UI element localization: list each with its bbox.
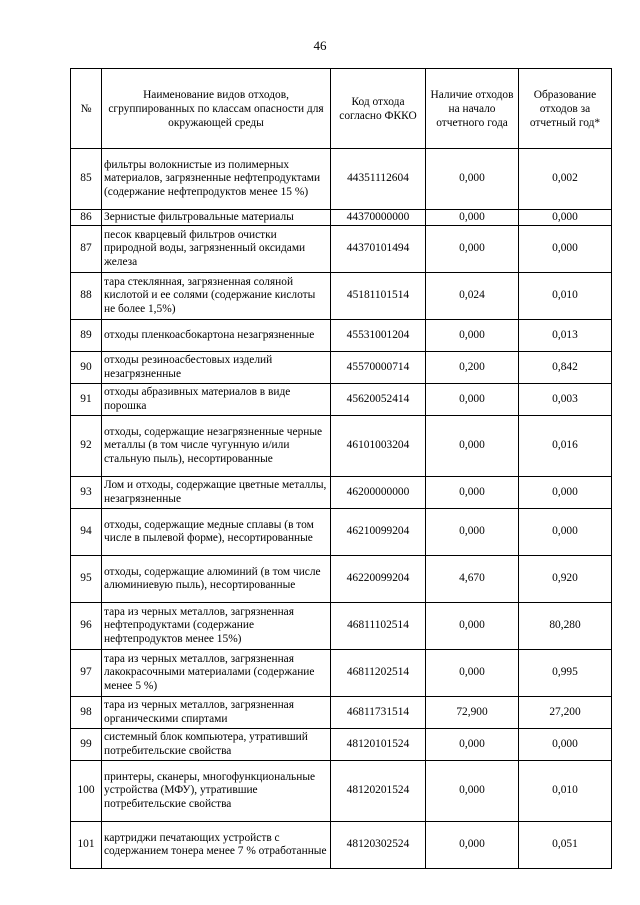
waste-code: 48120201524	[331, 761, 426, 822]
formed-in-year: 0,051	[519, 822, 612, 869]
row-number: 95	[71, 556, 102, 603]
waste-name: Зернистые фильтровальные материалы	[102, 210, 331, 226]
waste-code: 45570000714	[331, 352, 426, 384]
row-number: 101	[71, 822, 102, 869]
waste-name: принтеры, сканеры, многофункциональные устройства (МФУ), утратившие потребительские свойства	[102, 761, 331, 822]
formed-in-year: 0,013	[519, 320, 612, 352]
formed-in-year: 27,200	[519, 697, 612, 729]
stock-at-start: 0,000	[426, 149, 519, 210]
formed-in-year: 0,010	[519, 761, 612, 822]
table-row	[71, 603, 612, 650]
table-row	[71, 761, 612, 822]
waste-name: отходы, содержащие медные сплавы (в том числе в пылевой форме), несортированные	[102, 509, 331, 556]
waste-name: тара из черных металлов, загрязненная органическими спиртами	[102, 697, 331, 729]
row-number: 87	[71, 226, 102, 273]
waste-name: отходы резиноасбестовых изделий незагрязненные	[102, 352, 331, 384]
formed-in-year: 0,842	[519, 352, 612, 384]
waste-code: 44370000000	[331, 210, 426, 226]
formed-in-year: 0,000	[519, 477, 612, 509]
waste-code: 45181101514	[331, 273, 426, 320]
table-row	[71, 149, 612, 210]
waste-code: 48120302524	[331, 822, 426, 869]
waste-name: фильтры волокнистые из полимерных материалов, загрязненные нефтепродуктами (содержание нефтепродуктов менее 15 %)	[102, 149, 331, 210]
formed-in-year: 0,016	[519, 416, 612, 477]
waste-code: 45531001204	[331, 320, 426, 352]
formed-in-year: 0,000	[519, 729, 612, 761]
table-row	[71, 650, 612, 697]
stock-at-start: 0,000	[426, 603, 519, 650]
table-row	[71, 556, 612, 603]
row-number: 97	[71, 650, 102, 697]
row-number: 86	[71, 210, 102, 226]
header-stock-at-start: Наличие отходов на начало отчетного года	[426, 69, 519, 149]
row-number: 93	[71, 477, 102, 509]
row-number: 92	[71, 416, 102, 477]
table-row	[71, 509, 612, 556]
row-number: 85	[71, 149, 102, 210]
stock-at-start: 0,000	[426, 226, 519, 273]
page-number: 46	[313, 38, 327, 53]
formed-in-year: 0,010	[519, 273, 612, 320]
row-number: 89	[71, 320, 102, 352]
formed-in-year: 0,995	[519, 650, 612, 697]
waste-code: 46811202514	[331, 650, 426, 697]
table-row	[71, 697, 612, 729]
stock-at-start: 0,000	[426, 416, 519, 477]
table-row	[71, 210, 612, 226]
formed-in-year: 0,002	[519, 149, 612, 210]
formed-in-year: 0,000	[519, 210, 612, 226]
formed-in-year: 0,920	[519, 556, 612, 603]
waste-name: песок кварцевый фильтров очистки природной воды, загрязненный оксидами железа	[102, 226, 331, 273]
table-row	[71, 320, 612, 352]
row-number: 90	[71, 352, 102, 384]
stock-at-start: 0,000	[426, 477, 519, 509]
formed-in-year: 80,280	[519, 603, 612, 650]
stock-at-start: 0,000	[426, 729, 519, 761]
row-number: 100	[71, 761, 102, 822]
formed-in-year: 0,003	[519, 384, 612, 416]
waste-name: отходы пленкоасбокартона незагрязненные	[102, 320, 331, 352]
waste-code: 46210099204	[331, 509, 426, 556]
header-waste-name: Наименование видов отходов, сгруппированных по классам опасности для окружающей среды	[102, 69, 331, 149]
table-row	[71, 352, 612, 384]
waste-code: 46811731514	[331, 697, 426, 729]
stock-at-start: 0,000	[426, 822, 519, 869]
stock-at-start: 72,900	[426, 697, 519, 729]
table-row	[71, 477, 612, 509]
row-number: 88	[71, 273, 102, 320]
waste-code: 48120101524	[331, 729, 426, 761]
waste-table	[70, 68, 612, 869]
waste-name: системный блок компьютера, утративший потребительские свойства	[102, 729, 331, 761]
waste-name: Лом и отходы, содержащие цветные металлы, незагрязненные	[102, 477, 331, 509]
waste-name: тара стеклянная, загрязненная соляной кислотой и ее солями (содержание кислоты не более 1,5%)	[102, 273, 331, 320]
waste-name: картриджи печатающих устройств с содержанием тонера менее 7 % отработанные	[102, 822, 331, 869]
waste-name: отходы, содержащие алюминий (в том числе алюминиевую пыль), несортированные	[102, 556, 331, 603]
formed-in-year: 0,000	[519, 226, 612, 273]
stock-at-start: 0,000	[426, 650, 519, 697]
header-number: №	[71, 69, 102, 149]
waste-name: тара из черных металлов, загрязненная нефтепродуктами (содержание нефтепродуктов менее 15%)	[102, 603, 331, 650]
waste-name: тара из черных металлов, загрязненная лакокрасочными материалами (содержание менее 5 %)	[102, 650, 331, 697]
stock-at-start: 0,000	[426, 320, 519, 352]
waste-code: 46200000000	[331, 477, 426, 509]
waste-code: 45620052414	[331, 384, 426, 416]
table-row	[71, 822, 612, 869]
waste-code: 46811102514	[331, 603, 426, 650]
waste-code: 46101003204	[331, 416, 426, 477]
stock-at-start: 0,200	[426, 352, 519, 384]
row-number: 91	[71, 384, 102, 416]
stock-at-start: 0,000	[426, 384, 519, 416]
table-row	[71, 273, 612, 320]
stock-at-start: 0,024	[426, 273, 519, 320]
stock-at-start: 0,000	[426, 509, 519, 556]
table-row	[71, 416, 612, 477]
table-row	[71, 729, 612, 761]
formed-in-year: 0,000	[519, 509, 612, 556]
waste-name: отходы, содержащие незагрязненные черные металлы (в том числе чугунную и/или стальную пыль), несортированные	[102, 416, 331, 477]
table-row	[71, 384, 612, 416]
table-row	[71, 226, 612, 273]
row-number: 94	[71, 509, 102, 556]
waste-name: отходы абразивных материалов в виде порошка	[102, 384, 331, 416]
stock-at-start: 4,670	[426, 556, 519, 603]
row-number: 99	[71, 729, 102, 761]
stock-at-start: 0,000	[426, 210, 519, 226]
waste-code: 46220099204	[331, 556, 426, 603]
waste-code: 44370101494	[331, 226, 426, 273]
waste-code: 44351112604	[331, 149, 426, 210]
row-number: 96	[71, 603, 102, 650]
table-header-row	[71, 69, 612, 149]
stock-at-start: 0,000	[426, 761, 519, 822]
header-formed-in-year: Образование отходов за отчетный год*	[519, 69, 612, 149]
row-number: 98	[71, 697, 102, 729]
header-waste-code: Код отхода согласно ФККО	[331, 69, 426, 149]
